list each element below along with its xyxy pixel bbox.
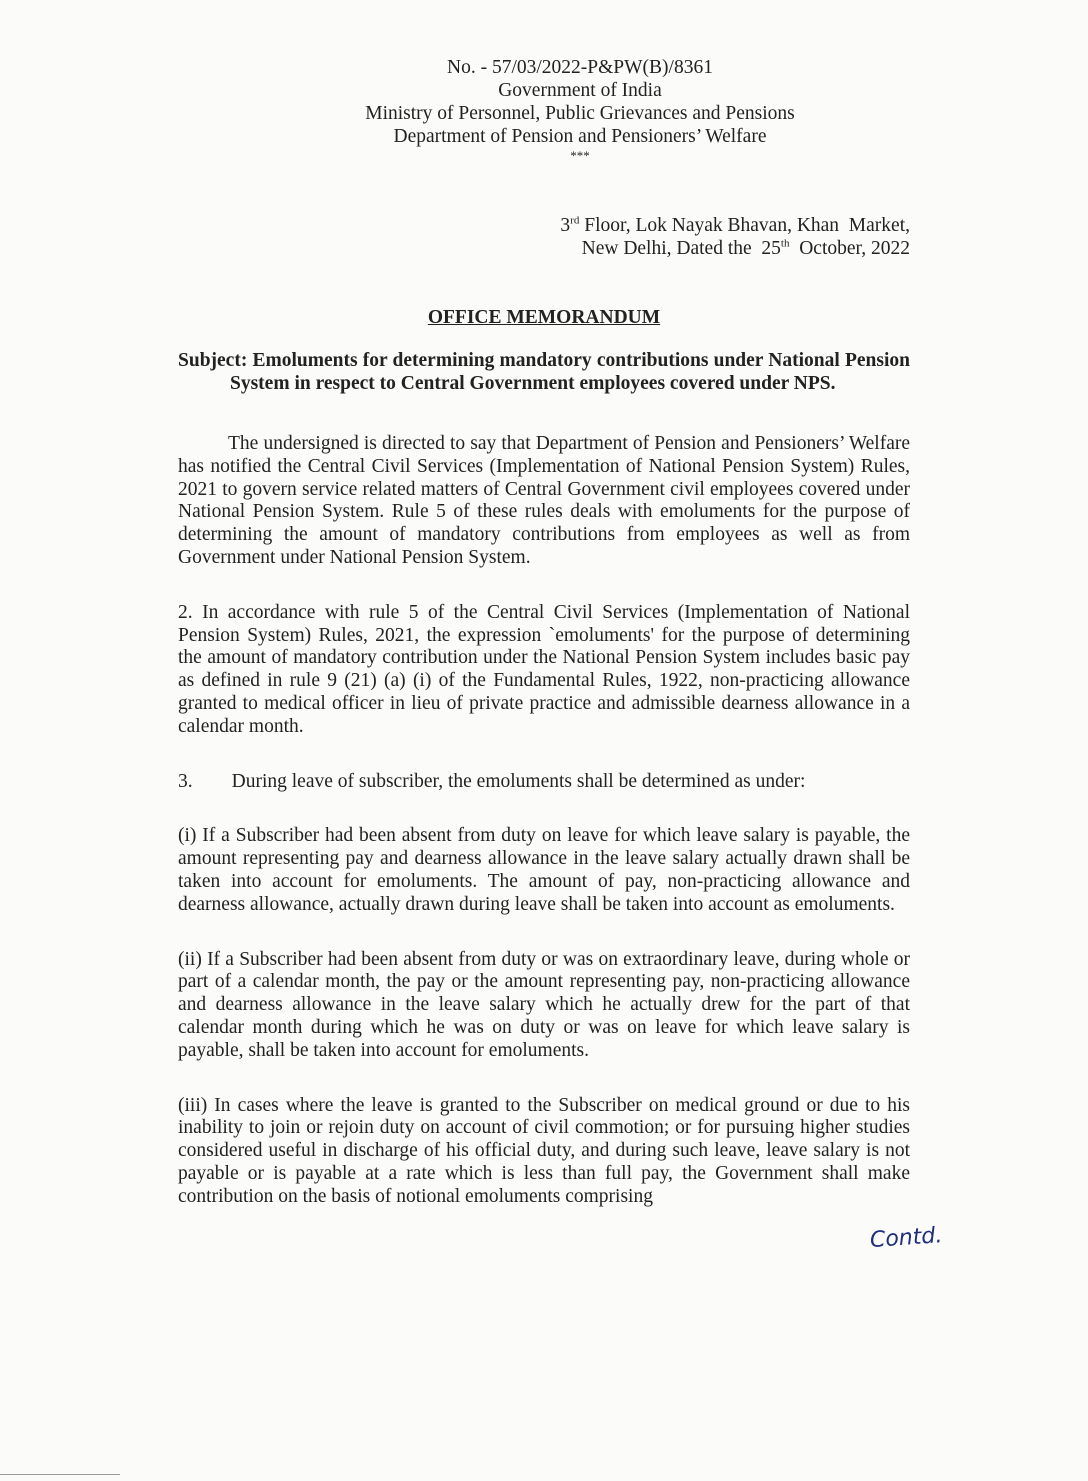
day-suffix: th [780, 237, 790, 250]
separator-stars: *** [570, 148, 590, 163]
date-prefix: New Delhi, Dated the 25 [581, 238, 781, 259]
paragraph-3-i: (i) If a Subscriber had been absent from duty on leave for which leave salary is payable, the amount representing pay and dearness allowance in the leave salary actually drawn shall be taken into account for emoluments. The amount of pay, non-practicing allowance and dearness allowance, actually drawn during leave shall be taken into account as emoluments. [178, 825, 910, 915]
paragraph-3-iii: (iii) In cases where the leave is granted to the Subscriber on medical ground or due to his inability to join or rejoin duty on account of civil commotion; or for pursuing higher studies considered useful in discharge of his official duty, and during such leave, leave salary is not payable or is payable at a rate which is less than full pay, the Government shall make contribution on the basis of notional emoluments comprising [178, 1094, 910, 1207]
paragraph-2: 2. In accordance with rule 5 of the Central Civil Services (Implementation of National Pension System) Rules, 2021, the expression `emoluments' for the purpose of determining the amount of mandatory contribution under the National Pension System includes basic pay as defined in rule 9 (21) (a) (i) of the Fundamental Rules, 1922, non-practicing allowance granted to medical officer in lieu of private practice and admissible dearness allowance in a calendar month. [178, 601, 910, 737]
government-name: Government of India [498, 80, 662, 101]
document-body [178, 0, 944, 1253]
memo-number: No. - 57/03/2022-P&PW(B)/8361 [447, 57, 713, 78]
address-block [178, 214, 910, 260]
ministry-name: Ministry of Personnel, Public Grievances and Pensions [365, 103, 795, 124]
subject: Subject: Emoluments for determining mandatory contributions under National Pension System in respect to Central Government employees covered under NPS. [178, 350, 910, 394]
paragraph-1: The undersigned is directed to say that Department of Pension and Pensioners’ Welfare has notified the Central Civil Services (Implementation of National Pension System) Rules, 2021 to govern service related matters of Central Government civil employees covered under National Pension System. Rule 5 of these rules deals with emoluments for the purpose of determining the amount of mandatory contributions from employees as well as from Government under National Pension System. [178, 433, 910, 568]
address-text: Floor, Lok Nayak Bhavan, Khan Market, [579, 215, 910, 236]
department-name: Department of Pension and Pensioners’ Welfare [393, 126, 767, 147]
paragraph-3: 3. During leave of subscriber, the emoluments shall be determined as under: [178, 770, 806, 792]
floor-suffix: rd [570, 214, 580, 227]
document-title: OFFICE MEMORANDUM [427, 307, 661, 328]
date-suffix: October, 2022 [789, 238, 910, 259]
address-line-1 [178, 214, 910, 237]
floor-number: 3 [560, 215, 571, 236]
memo-header [178, 56, 910, 164]
contd-handwritten-note: Contd. [869, 1222, 944, 1253]
scan-edge-line [0, 1474, 120, 1475]
date-line [178, 237, 910, 260]
paragraph-3-ii: (ii) If a Subscriber had been absent from duty or was on extraordinary leave, during whole or part of a calendar month, the pay or the amount representing pay, non-practicing allowance and dearness allowance in the leave salary which he actually drew for the part of that calendar month during which he was on duty or was on leave for which leave salary is payable, shall be taken into account for emoluments. [178, 948, 910, 1061]
